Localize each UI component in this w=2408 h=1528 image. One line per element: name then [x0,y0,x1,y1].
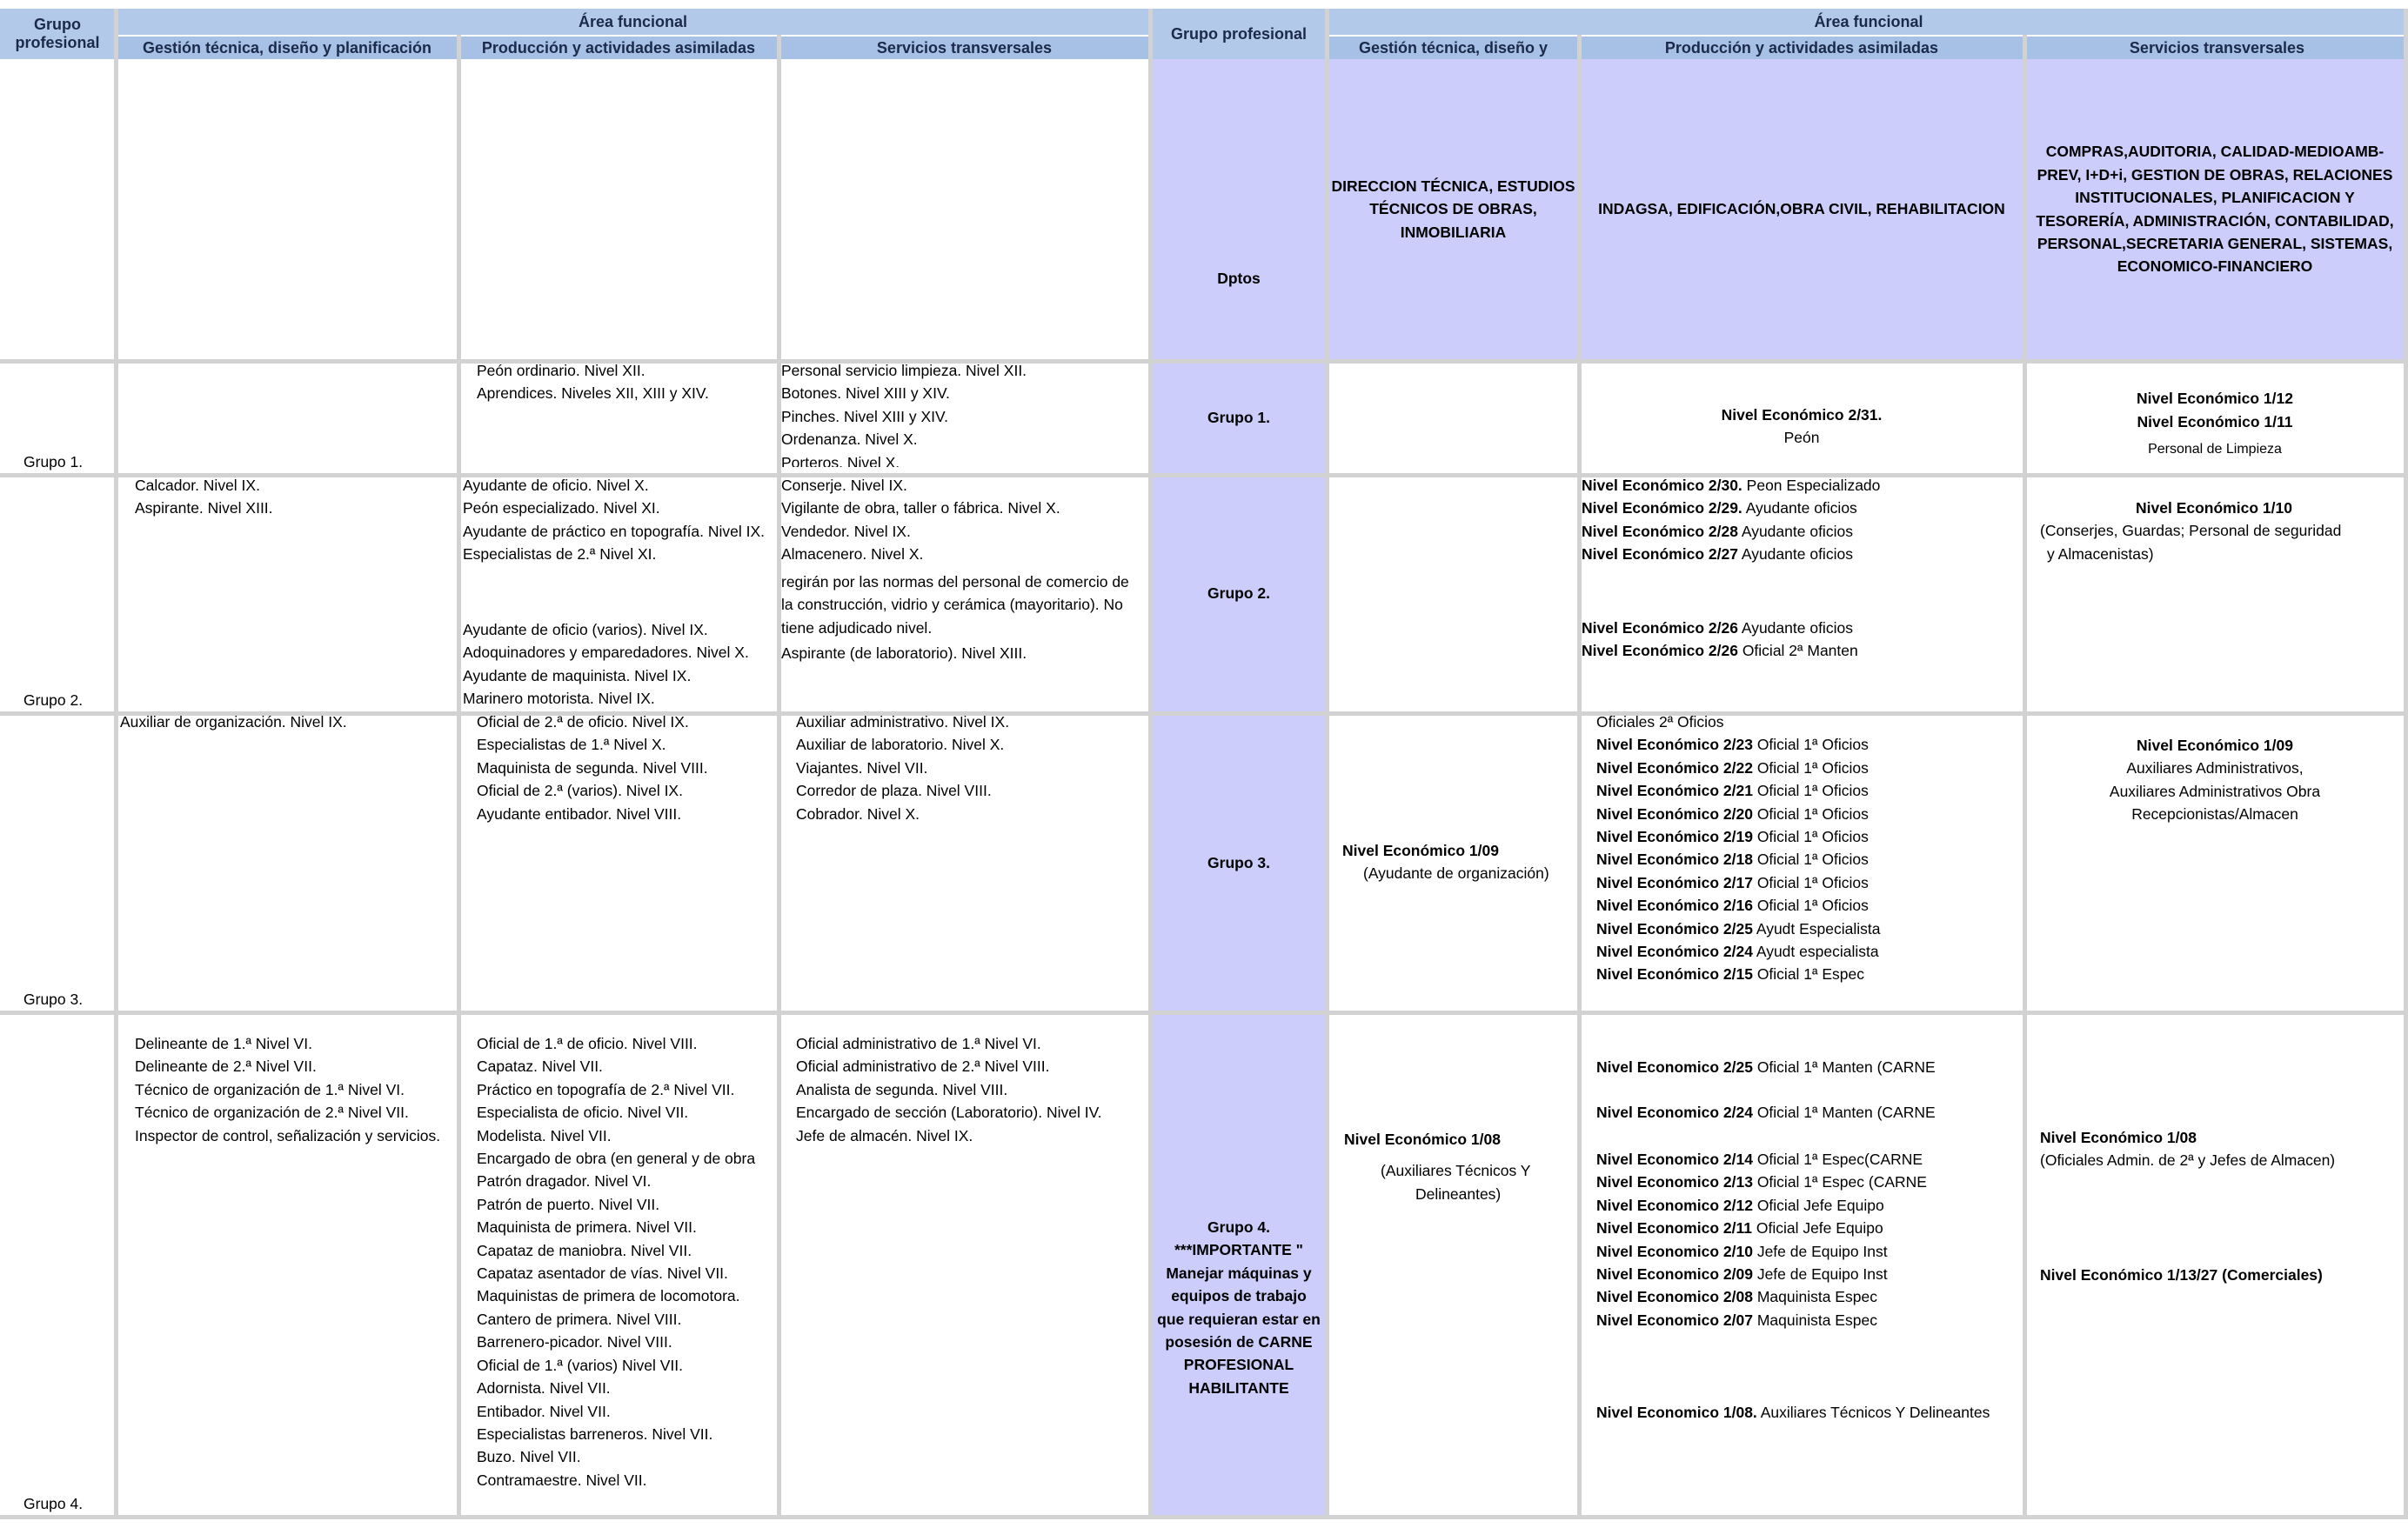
grid-vline [2404,9,2408,1518]
header-col-gestion-left: Gestión técnica, diseño y planificación [117,37,457,59]
grid-hline [0,473,2408,477]
grupo3-produccion: Oficial de 2.ª de oficio. Nivel IX. Especialistas de 1.ª Nivel X. Maquinista de segunda. Nivel VIII. Oficial de 2.ª (varios). Nivel IX. Ayudante entibador. Nivel VIII. [477,713,708,823]
grupo2-r-produccion: Nivel Económico 2/30. Peon Especializado Nivel Económico 2/29. Ayudante oficios Nivel Económico 2/28 Ayudante oficios Nivel Económico 2/27 Ayudante oficios [1582,477,1881,564]
header-col-servicios-right: Servicios transversales [2026,37,2408,59]
grid-hline [0,359,2408,364]
grupo1-servicios: Personal servicio limpieza. Nivel XII. Botones. Nivel XIII y XIV. Pinches. Nivel XIII y XIV. Ordenanza. Nivel X. Porteros. Nivel X. [781,362,1027,467]
grupo4-center: Grupo 4. ***IMPORTANTE " Manejar máquinas y equipos de trabajo que requieran estar en posesión de CARNE PROFESIONAL HABILITANTE [1157,1218,1321,1397]
grupo1-produccion: Peón ordinario. Nivel XII. Aprendices. Niveles XII, XIII y XIV. [477,362,709,403]
grupo3-r-gestion: Nivel Económico 1/09 (Ayudante de organización) [1342,842,1549,883]
header-area-funcional-right: Área funcional [1329,9,2408,35]
grupo4-r-produccion-a: Nivel Economico 2/25 Oficial 1ª Manten (CARNE Nivel Economico 2/24 Oficial 1ª Manten (CARNE [1596,1058,1936,1122]
grupo4-servicios: Oficial administrativo de 1.ª Nivel VI. Oficial administrativo de 2.ª Nivel VIII. Analista de segunda. Nivel VIII. Encargado de sección (Laboratorio). Nivel IV. Jefe de almacén. Nivel IX. [796,1035,1102,1144]
grupo4-gestion: Delineante de 1.ª Nivel VI. Delineante de 2.ª Nivel VII. Técnico de organización de 1.ª Nivel VI. Técnico de organización de 2.ª Nivel VII. Inspector de control, señalización y servicios. [135,1035,441,1144]
grupo2-r-servicios: Nivel Económico 1/10 (Conserjes, Guardas; Personal de seguridad y Almacenistas) [2040,499,2342,563]
header-col-produccion-left: Producción y actividades asimiladas [460,37,777,59]
grid-hline [0,1011,2408,1015]
grupo-label: Grupo 4. [23,1495,84,1512]
grupo3-r-produccion: Oficiales 2ª Oficios Nivel Económico 2/23 Oficial 1ª Oficios Nivel Económico 2/22 Oficial 1ª Oficios Nivel Económico 2/21 Oficial 1ª Oficios Nivel Económico 2/20 Oficial 1ª Oficios Nivel Económico 2/19 Oficial 1ª Oficios Nivel Económico 2/18 Oficial 1ª Oficios Nivel Económico 2/17 Oficial 1ª Oficios Nivel Económico 2/16 Oficial 1ª Oficios Nivel Económico 2/25 Ayudt Especialista Nivel Económico 2/24 Ayudt especialista Nivel Económico 2/15 Oficial 1ª Espec [1596,713,1881,984]
header-grupo-profesional-left: Grupo profesional [0,9,115,59]
grupo3-gestion: Auxiliar de organización. Nivel IX. [120,713,347,731]
header-col-produccion-right: Producción y actividades asimiladas [1581,37,2023,59]
grupo2-gestion: Calcador. Nivel IX. Aspirante. Nivel XIII. [135,477,273,517]
dptos-produccion: INDAGSA, EDIFICACIÓN,OBRA CIVIL, REHABILITACION [1598,200,2005,218]
grupo1-center: Grupo 1. [1207,408,1270,426]
grupo4-r-servicios-a: Nivel Económico 1/08 (Oficiales Admin. de 2ª y Jefes de Almacen) [2040,1129,2336,1170]
grupo3-servicios: Auxiliar administrativo. Nivel IX. Auxiliar de laboratorio. Nivel X. Viajantes. Nivel VII. Corredor de plaza. Nivel VIII. Cobrador. Nivel X. [796,713,1010,823]
grupo4-r-servicios-b: Nivel Económico 1/13/27 (Comerciales) [2040,1266,2323,1284]
dptos-gestion: DIRECCION TÉCNICA, ESTUDIOS TÉCNICOS DE OBRAS, INMOBILIARIA [1331,177,1575,241]
grupo4-r-gestion: Nivel Económico 1/08 (Auxiliares Técnicos Y Delineantes) [1344,1131,1531,1203]
grupo2-produccion-a: Ayudante de oficio. Nivel X. Peón especializado. Nivel XI. Ayudante de práctico en topografía. Nivel IX. Especialistas de 2.ª Nivel XI. [463,477,765,564]
grupo4-produccion: Oficial de 1.ª de oficio. Nivel VIII. Capataz. Nivel VII. Práctico en topografía de 2.ª Nivel VII. Especialista de oficio. Nivel VII. Modelista. Nivel VII. Encargado de obra (en general y de obra Patrón dragador. Nivel VI. Patrón de puerto. Nivel VII. Maquinista de primera. Nivel VII. Capataz de maniobra. Nivel VII. Capataz asentador de vías. Nivel VII. Maquinistas de primera de locomotora. Cantero de primera. Nivel VIII. Barrenero-picador. Nivel VIII. Oficial de 1.ª (varios) Nivel VII. Adornista. Nivel VII. Entibador. Nivel VII. Especialistas barreneros. Nivel VII. Buzo. Nivel VII. Contramaestre. Nivel VII. [477,1035,756,1489]
grupo-label: Grupo 2. [23,691,84,709]
grid-vline [457,35,461,1518]
grid-hline [0,1515,2408,1519]
dptos-label: Dptos [1217,269,1261,287]
grupo-label: Grupo 1. [23,453,84,470]
header-grupo-profesional-right: Grupo profesional [1153,9,1325,59]
header-col-gestion-right: Gestión técnica, diseño y [1329,37,1577,59]
grupo2-servicios-b: regirán por las normas del personal de comercio de la construcción, vidrio y cerámica (mayoritario). No tiene adjudicado nivel. [781,573,1129,637]
grupo2-produccion-b: Ayudante de oficio (varios). Nivel IX. Adoquinadores y emparedadores. Nivel X. Ayudante de maquinista. Nivel IX. Marinero motorista. Nivel IX. [463,621,749,705]
grupo1-r-produccion: Nivel Económico 2/31. Peón [1721,405,1883,446]
grupo2-servicios-c: Aspirante (de laboratorio). Nivel XIII. [781,644,1027,662]
grupo3-center: Grupo 3. [1207,853,1270,871]
grid-vline [114,9,118,1518]
header-area-funcional-left: Área funcional [117,9,1148,35]
grupo1-r-servicios: Nivel Económico 1/12 Nivel Económico 1/11 Personal de Limpieza [2137,390,2293,457]
header-col-servicios-left: Servicios transversales [780,37,1148,59]
grupo-label: Grupo 3. [23,991,84,1008]
grupo2-r-produccion-b: Nivel Económico 2/26 Ayudante oficios Nivel Económico 2/26 Oficial 2ª Manten [1582,619,1858,660]
grupo2-servicios-a: Conserje. Nivel IX. Vigilante de obra, taller o fábrica. Nivel X. Vendedor. Nivel IX. Almacenero. Nivel X. [781,477,1060,564]
grupo4-r-produccion-c: Nivel Economico 1/08. Auxiliares Técnicos Y Delineantes [1596,1404,1990,1421]
dptos-servicios: COMPRAS,AUDITORIA, CALIDAD-MEDIOAMB-PREV, I+D+i, GESTION DE OBRAS, RELACIONES INSTITUCIONALES, PLANIFICACION Y TESORERÍA, ADMINISTRACIÓN, CONTABILIDAD, PERSONAL,SECRETARIA GENERAL, SISTEMAS, ECONOMICO-FINANCIERO [2036,143,2394,276]
grupo3-r-servicios: Nivel Económico 1/09 Auxiliares Administrativos, Auxiliares Administrativos Obra Recepcionistas/Almacen [2109,737,2321,824]
grid-hline [0,711,2408,716]
grupo4-r-produccion-b: Nivel Economico 2/14 Oficial 1ª Espec(CARNE Nivel Economico 2/13 Oficial 1ª Espec (CARNE Nivel Economico 2/12 Oficial Jefe Equipo Nivel Economico 2/11 Oficial Jefe Equipo Nivel Economico 2/10 Jefe de Equipo Inst Nivel Economico 2/09 Jefe de Equipo Inst Nivel Economico 2/08 Maquinista Espec Nivel Economico 2/07 Maquinista Espec [1596,1151,1927,1329]
grupo2-center: Grupo 2. [1207,584,1270,602]
grid-vline [777,35,781,1518]
